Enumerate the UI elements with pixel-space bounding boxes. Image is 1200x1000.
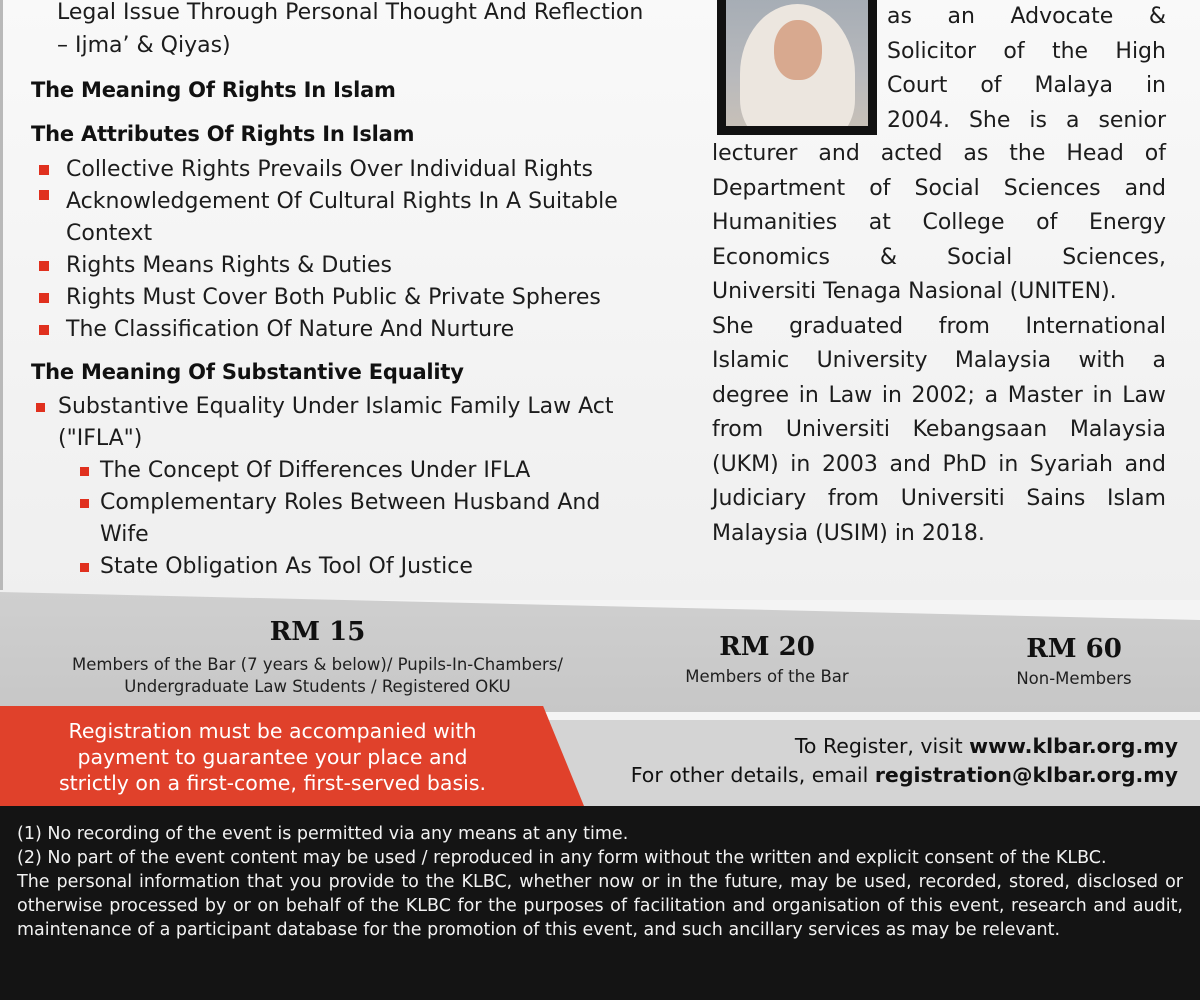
bio-line: Universiti Tenaga Nasional (UNITEN). <box>712 279 1117 304</box>
intro-text <box>57 0 707 62</box>
privacy-notice: The personal information that you provide to the KLBC, whether now or in the future, may be used, recorded, stored, disclosed or otherwise processed by or on behalf of the KLBC for the purposes of facilitation and organisation of this event, research and audit, maintenance of a participant database for the promotion of this event, and such ancillary services as may be relevant. <box>17 872 1183 940</box>
bullet-square-icon <box>80 499 89 508</box>
attributes-list <box>34 154 618 346</box>
speaker-bio-top <box>887 0 1166 138</box>
register-info: To Register, visit www.klbar.org.my For other details, email registration@klbar.org.my <box>630 734 1178 787</box>
price-desc: Non-Members <box>1016 669 1132 688</box>
equality-sublist <box>78 455 600 583</box>
list-item: Substantive Equality Under Islamic Family Law Act ("IFLA") <box>34 391 613 455</box>
bullet-square-icon <box>36 403 45 412</box>
list-item: Complementary Roles Between Husband And Wife <box>78 487 600 551</box>
website-link[interactable]: www.klbar.org.my <box>969 734 1178 758</box>
bio-line: Judiciary from Universiti Sains Islam <box>712 486 1166 511</box>
list-item: The Classification Of Nature And Nurture <box>34 314 618 346</box>
bio-line: Economics & Social Sciences, <box>712 244 1166 270</box>
speaker-photo <box>717 0 877 135</box>
footer-disclaimer <box>17 822 1183 942</box>
bio-line: She graduated from International <box>712 313 1166 339</box>
bio-line: lecturer and acted as the Head of <box>712 141 1166 166</box>
heading-substantive-equality: The Meaning Of Substantive Equality <box>31 360 464 384</box>
portrait-image <box>726 0 868 126</box>
intro-line: Legal Issue Through Personal Thought And Reflection <box>57 0 644 25</box>
bio-line: Humanities at College of Energy <box>712 210 1166 235</box>
price-amount: RM 15 <box>269 617 366 647</box>
intro-line: – Ijma’ & Qiyas) <box>57 33 231 58</box>
registration-notice: Registration must be accompanied with payment to guarantee your place and strictly on a first-come, first-served basis. <box>58 719 487 795</box>
heading-meaning-of-rights: The Meaning Of Rights In Islam <box>31 78 396 102</box>
bio-line: Malaysia (USIM) in 2018. <box>712 520 985 546</box>
list-item: State Obligation As Tool Of Justice <box>78 551 600 583</box>
bio-line: as an Advocate & <box>887 4 1166 29</box>
list-item: Acknowledgement Of Cultural Rights In A Suitable Context <box>34 186 618 250</box>
heading-attributes-of-rights: The Attributes Of Rights In Islam <box>31 122 415 146</box>
price-amount: RM 60 <box>1026 634 1122 664</box>
bio-line: from Universiti Kebangsaan Malaysia <box>712 417 1166 442</box>
bio-line: Court of Malaya in <box>887 73 1166 98</box>
price-desc: Members of the Bar <box>685 667 849 686</box>
price-amount: RM 20 <box>719 632 815 662</box>
price-desc: Members of the Bar (7 years & below)/ Pupils-In-Chambers/ <box>72 655 563 674</box>
speaker-bio <box>712 137 1166 551</box>
price-tier-3 <box>984 634 1164 690</box>
bio-line: (UKM) in 2003 and PhD in Syariah and <box>712 451 1166 477</box>
bullet-square-icon <box>39 293 49 303</box>
bullet-square-icon <box>39 190 49 200</box>
price-desc: Undergraduate Law Students / Registered OKU <box>124 677 511 696</box>
bio-line: Solicitor of the High <box>887 38 1166 64</box>
list-item: Rights Means Rights & Duties <box>34 250 618 282</box>
bio-line: Department of Social Sciences and <box>712 175 1166 201</box>
bio-line: degree in Law in 2002; a Master in Law <box>712 382 1166 408</box>
bullet-square-icon <box>39 261 49 271</box>
left-border <box>0 0 3 590</box>
disclaimer-1: (1) No recording of the event is permitted via any means at any time. <box>17 824 629 844</box>
disclaimer-2: (2) No part of the event content may be used / reproduced in any form without the written and explicit consent of the KLBC. <box>17 848 1107 868</box>
bullet-square-icon <box>39 165 49 175</box>
list-item: Collective Rights Prevails Over Individual Rights <box>34 154 618 186</box>
list-item: Rights Must Cover Both Public & Private Spheres <box>34 282 618 314</box>
bullet-square-icon <box>80 467 89 476</box>
bio-line: Islamic University Malaysia with a <box>712 348 1166 373</box>
bullet-square-icon <box>39 325 49 335</box>
bullet-square-icon <box>80 563 89 572</box>
bio-line: 2004. She is a senior <box>887 107 1166 133</box>
list-item: The Concept Of Differences Under IFLA <box>78 455 600 487</box>
equality-list <box>34 391 613 455</box>
email-link[interactable]: registration@klbar.org.my <box>874 763 1178 787</box>
price-tier-1 <box>40 617 595 698</box>
price-tier-2 <box>660 632 874 688</box>
